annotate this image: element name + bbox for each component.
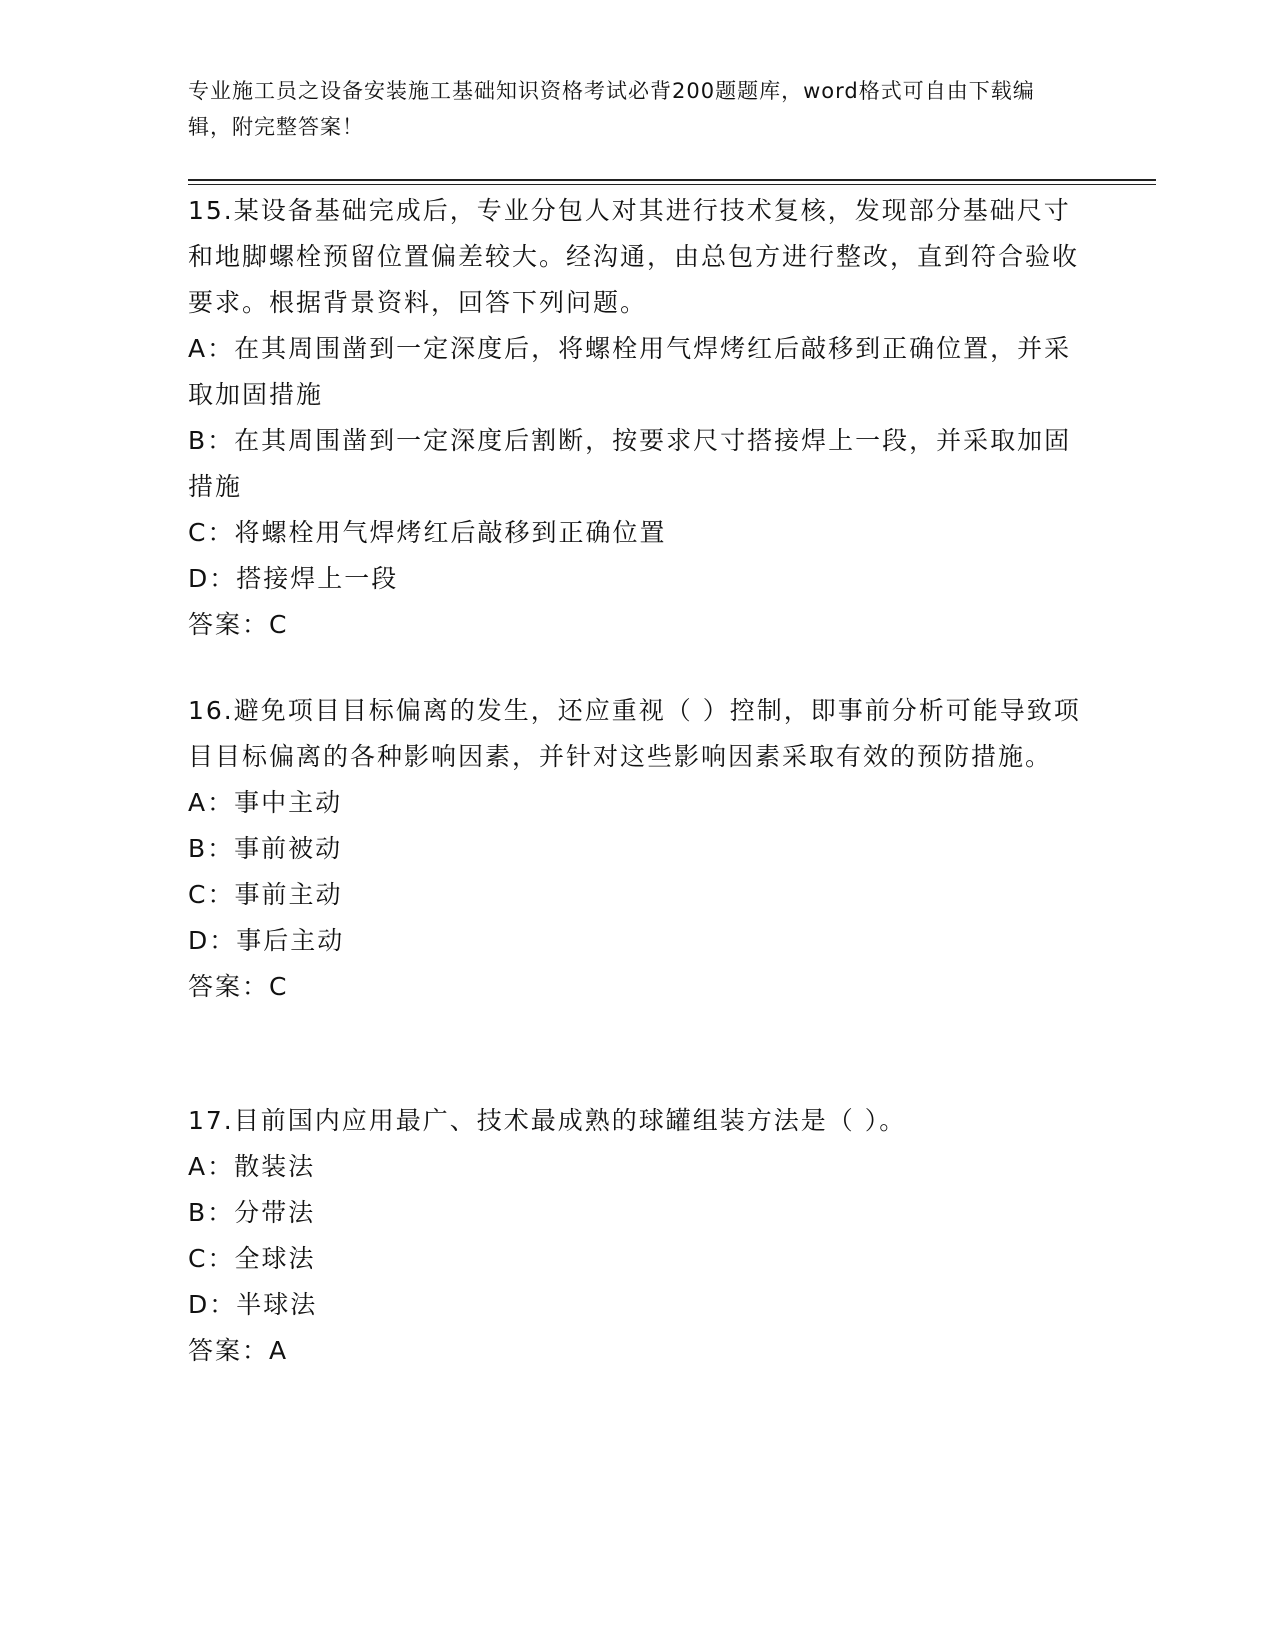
- option-c: C：全球法: [188, 1244, 316, 1273]
- option-a: A：散装法: [188, 1152, 316, 1181]
- answer: 答案：C: [188, 610, 289, 639]
- option-c: C：事前主动: [188, 880, 343, 909]
- option-b: B：在其周围凿到一定深度后割断，按要求尺寸搭接焊上一段，并采取加固措施: [188, 426, 1072, 501]
- answer: 答案：C: [188, 972, 289, 1001]
- question-17: [188, 1098, 1088, 1374]
- option-a: A：在其周围凿到一定深度后，将螺栓用气焊烤红后敲移到正确位置，并采取加固措施: [188, 334, 1072, 409]
- answer: 答案：A: [188, 1336, 289, 1365]
- option-d: D：事后主动: [188, 926, 345, 955]
- document-header: 专业施工员之设备安装施工基础知识资格考试必背200题题库，word格式可自由下载编辑，附完整答案！: [188, 79, 1035, 139]
- question-stem: 17.目前国内应用最广、技术最成熟的球罐组装方法是（ ）。: [188, 1106, 907, 1135]
- header-divider-thin: [188, 184, 1156, 185]
- header-divider-thick: [188, 179, 1156, 181]
- option-c: C：将螺栓用气焊烤红后敲移到正确位置: [188, 518, 667, 547]
- question-16: [188, 688, 1088, 1010]
- question-stem: 15.某设备基础完成后，专业分包人对其进行技术复核，发现部分基础尺寸和地脚螺栓预留位置偏差较大。经沟通，由总包方进行整改，直到符合验收要求。根据背景资料，回答下列问题。: [188, 196, 1080, 317]
- question-stem: 16.避免项目目标偏离的发生，还应重视（ ）控制，即事前分析可能导致项目目标偏离的各种影响因素，并针对这些影响因素采取有效的预防措施。: [188, 696, 1081, 771]
- option-b: B：分带法: [188, 1198, 316, 1227]
- option-d: D：半球法: [188, 1290, 318, 1319]
- option-b: B：事前被动: [188, 834, 343, 863]
- option-d: D：搭接焊上一段: [188, 564, 399, 593]
- option-a: A：事中主动: [188, 788, 343, 817]
- question-15: [188, 188, 1088, 648]
